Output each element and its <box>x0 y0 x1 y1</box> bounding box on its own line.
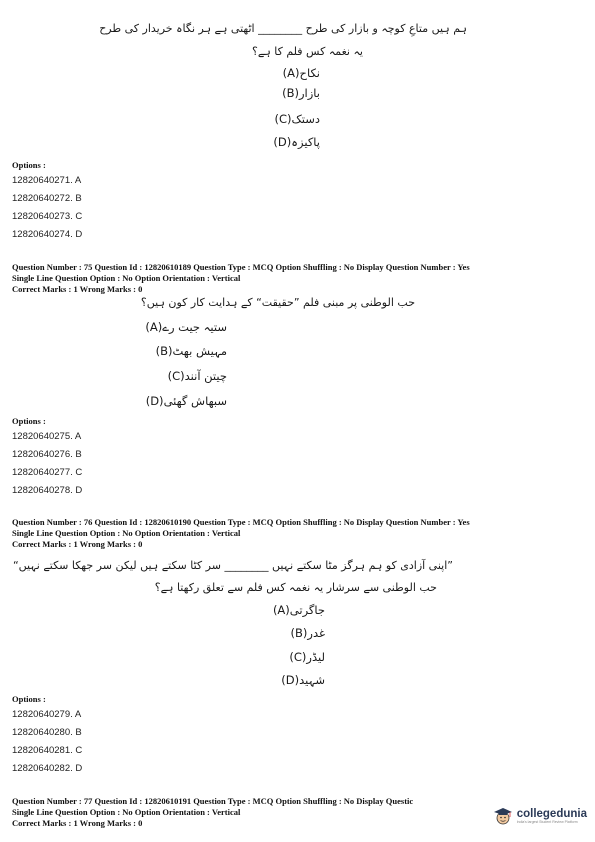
q74-stem-line1: ہم ہیں متاعِ کوچہ و بازار کی طرح ________ اٹھتی ہے ہر نگاہ خریدار کی طرح <box>99 22 467 35</box>
q75-options-heading: Options : <box>12 416 46 426</box>
q75-answer-2: 12820640276. B <box>12 449 82 460</box>
q74-stem-line2: یہ نغمہ کس فلم کا ہے؟ <box>252 45 363 58</box>
q74-option-d: (D)پاکیزہ <box>273 135 320 149</box>
q76-meta <box>12 517 470 550</box>
q76-option-d: (D)شہید <box>281 673 325 687</box>
collegedunia-watermark <box>493 806 587 826</box>
q76-stem-line1: ”اپنی آزادی کو ہم ہرگز مٹا سکتے نہیں ________ سر کٹا سکتے ہیں لیکن سر جھکا سکتے نہیں“ <box>12 559 453 572</box>
q74-option-c: (C)دستک <box>274 112 320 126</box>
q74-answer-4: 12820640274. D <box>12 229 83 240</box>
logo-wordmark: collegedunia <box>516 807 587 820</box>
q75-answer-4: 12820640278. D <box>12 485 83 496</box>
q76-option-b: (B)غدر <box>290 626 325 640</box>
q74-answer-3: 12820640273. C <box>12 211 83 222</box>
q75-meta-line3: Correct Marks : 1 Wrong Marks : 0 <box>12 284 143 294</box>
q76-meta-line3: Correct Marks : 1 Wrong Marks : 0 <box>12 539 143 549</box>
q77-meta-line3: Correct Marks : 1 Wrong Marks : 0 <box>12 818 143 828</box>
q76-meta-line2: Single Line Question Option : No Option Orientation : Vertical <box>12 528 241 538</box>
q75-option-d: (D)سبھاش گھئی <box>145 394 227 408</box>
q76-answer-1: 12820640279. A <box>12 709 82 720</box>
graduation-cap-icon <box>493 806 513 826</box>
q76-stem-line2: حب الوطنی سے سرشار یہ نغمہ کس فلم سے تعلق رکھتا ہے؟ <box>154 581 437 594</box>
q76-answer-4: 12820640282. D <box>12 763 83 774</box>
q76-option-a: (A)جاگرتی <box>272 603 325 617</box>
q76-answer-3: 12820640281. C <box>12 745 83 756</box>
q74-options-heading: Options : <box>12 160 46 170</box>
q75-answer-1: 12820640275. A <box>12 431 82 442</box>
q75-meta-line2: Single Line Question Option : No Option Orientation : Vertical <box>12 273 241 283</box>
q75-option-c: (C)چیتن آنند <box>167 369 227 383</box>
q76-meta-line1: Question Number : 76 Question Id : 12820610190 Question Type : MCQ Option Shuffling : No Display Question Number : Yes <box>12 517 470 527</box>
q76-answer-2: 12820640280. B <box>12 727 82 738</box>
q74-answer-1: 12820640271. A <box>12 175 82 186</box>
q75-option-b: (B)مہیش بھٹ <box>155 344 227 358</box>
q75-stem-line1: حب الوطنی پر مبنی فلم ”حقیقت“ کے ہدایت کار کون ہیں؟ <box>140 296 415 309</box>
q77-meta-line1: Question Number : 77 Question Id : 12820610191 Question Type : MCQ Option Shuffling : No Display Questic <box>12 796 414 806</box>
q77-meta-line2: Single Line Question Option : No Option Orientation : Vertical <box>12 807 241 817</box>
q74-option-b: (B)بازار <box>282 86 320 100</box>
logo-tagline: India's largest Student Review Platform <box>516 819 578 824</box>
q75-answer-3: 12820640277. C <box>12 467 83 478</box>
q75-meta-line1: Question Number : 75 Question Id : 12820610189 Question Type : MCQ Option Shuffling : No Display Question Number : Yes <box>12 262 470 272</box>
q75-meta <box>12 262 470 295</box>
q76-option-c: (C)لیڈر <box>289 650 325 664</box>
q77-meta <box>12 796 413 829</box>
q76-options-heading: Options : <box>12 694 46 704</box>
q74-answer-2: 12820640272. B <box>12 193 82 204</box>
q75-option-a: (A)ستیہ جیت رے <box>145 320 227 334</box>
q74-option-a: (A)نکاح <box>282 66 320 80</box>
